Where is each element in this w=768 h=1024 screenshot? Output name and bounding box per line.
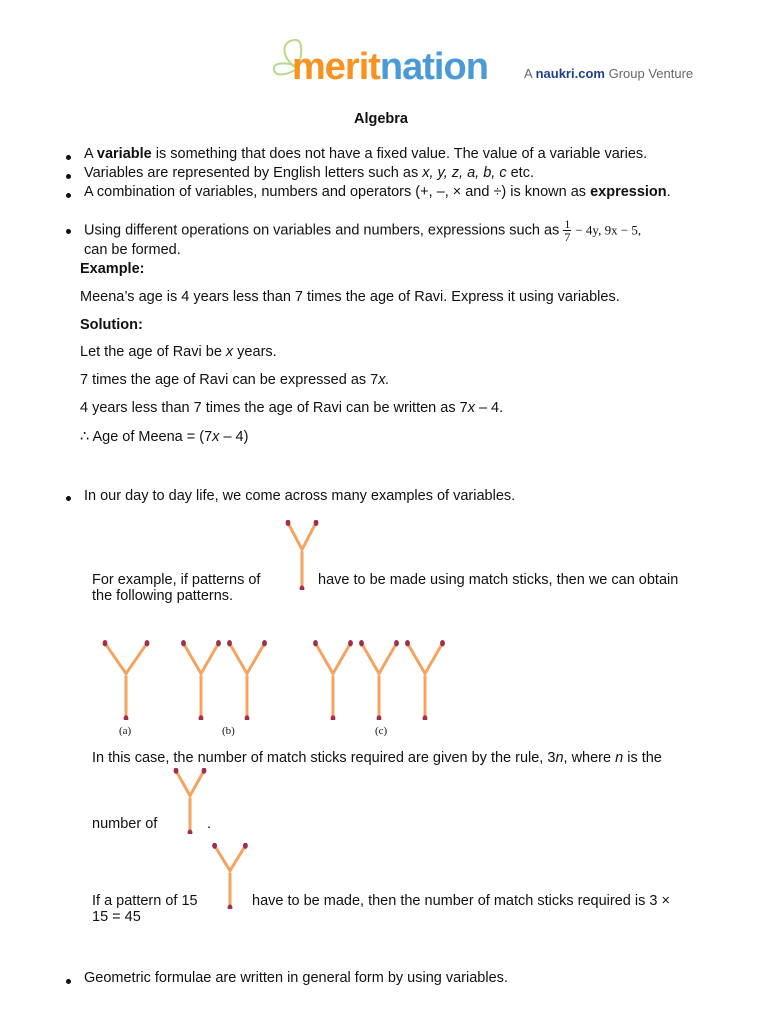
number-of-dot: .: [207, 816, 212, 832]
bullet-variables-letters: [84, 165, 534, 182]
matchstick: [126, 643, 147, 673]
matchstick-head: [103, 640, 108, 646]
logo: [268, 38, 728, 94]
b4-line2: can be formed.: [84, 242, 181, 258]
pattern-c: [308, 640, 458, 720]
matchstick: [201, 643, 219, 673]
matchstick-y-inline-3: [208, 843, 252, 909]
matchstick: [190, 771, 204, 796]
matchstick-y: [354, 640, 404, 720]
matchstick-head: [227, 640, 232, 646]
matchstick: [302, 523, 316, 550]
matchstick: [379, 643, 397, 673]
fraction-one-seventh: [563, 218, 571, 243]
b4-expr: − 4y, 9x − 5,: [575, 222, 642, 238]
rule-var: n: [555, 750, 564, 766]
matchstick-head: [181, 640, 186, 646]
matchstick-head: [216, 640, 221, 646]
s4-var: x: [212, 429, 220, 445]
matchstick-head: [262, 640, 267, 646]
pattern-label-b: (b): [222, 725, 235, 737]
for-example-line2: the following patterns.: [92, 588, 234, 604]
b3-post: .: [666, 184, 671, 200]
matchstick: [230, 846, 245, 871]
matchstick-head: [228, 904, 233, 909]
s3-var: x: [467, 400, 475, 416]
matchstick: [176, 771, 190, 796]
frac-den: 7: [564, 230, 571, 244]
matchstick-head: [394, 640, 399, 646]
s2-pre: 7 times the age of Ravi can be expressed as 7: [80, 372, 379, 388]
pattern-label-a: (a): [119, 725, 132, 737]
rule-var2: n: [615, 750, 624, 766]
logo-brand: [292, 46, 488, 89]
matchstick: [230, 643, 248, 673]
matchstick-head: [313, 640, 318, 646]
matchstick-head: [124, 715, 129, 720]
matchstick-head: [300, 585, 305, 590]
matchstick-y-inline-1: [282, 520, 322, 590]
logo-tagline: [524, 66, 693, 81]
matchstick-y: [400, 640, 450, 720]
for-example-pre: For example, if patterns of: [92, 572, 261, 588]
s3-post: – 4.: [474, 400, 504, 416]
matchstick-y-icon: [176, 640, 226, 720]
tag-prefix: A: [524, 66, 532, 81]
matchstick-y-icon: [170, 768, 210, 834]
s2-var: x.: [378, 372, 390, 388]
b1-bold: variable: [96, 146, 152, 162]
matchstick: [333, 643, 351, 673]
solution-step-1: [80, 344, 277, 361]
matchstick: [184, 643, 202, 673]
matchstick-y-inline-2: [170, 768, 210, 834]
bullet-dot: [66, 496, 71, 501]
frac-num: 1: [564, 217, 571, 231]
matchstick-y-icon: [208, 843, 252, 909]
solution-step-4: [80, 429, 248, 446]
bullet-dot: [66, 174, 71, 179]
matchstick: [362, 643, 380, 673]
matchstick: [288, 523, 302, 550]
s1-pre: Let the age of Ravi be: [80, 344, 226, 360]
matchstick-y-icon: [96, 640, 156, 720]
pattern-a: [96, 640, 156, 720]
matchstick-head: [199, 715, 204, 720]
matchstick-y: [308, 640, 358, 720]
example-label: Example:: [80, 261, 145, 277]
s1-var: x: [225, 344, 234, 360]
logo-merit: merit: [292, 46, 380, 88]
b3-bold: expression: [590, 184, 667, 200]
b2-pre: Variables are represented by English letters such as: [84, 165, 423, 181]
tag-com: .com: [574, 66, 605, 81]
matchstick-y-icon: [282, 520, 322, 590]
for-example-post: have to be made using match sticks, then we can obtain: [318, 572, 679, 588]
bullet-dot: [66, 229, 71, 234]
matchstick-y: [222, 640, 272, 720]
solution-step-3: [80, 400, 503, 417]
b2-vars: x, y, z, a, b, c: [422, 165, 507, 181]
solution-label: Solution:: [80, 317, 143, 333]
pattern-15-line2: 15 = 45: [92, 909, 141, 925]
matchstick: [247, 643, 265, 673]
bullet-dot: [66, 193, 71, 198]
matchstick-head: [440, 640, 445, 646]
number-of: number of: [92, 816, 158, 832]
rule-post: is the: [623, 750, 662, 766]
bullet-expression-def: [84, 184, 671, 201]
pattern-15-pre: If a pattern of 15: [92, 893, 198, 909]
b1-pre: A: [84, 146, 97, 162]
matchstick: [215, 846, 230, 871]
page-title: Algebra: [354, 111, 408, 127]
matchstick: [408, 643, 426, 673]
matchstick-head: [188, 829, 193, 834]
matchstick: [425, 643, 443, 673]
matchstick-y: [96, 640, 156, 720]
pattern-15-post: have to be made, then the number of match sticks required is 3 ×: [252, 893, 670, 909]
matchstick-head: [377, 715, 382, 720]
matchstick-y: [176, 640, 226, 720]
matchstick-head: [245, 715, 250, 720]
example-text: Meena’s age is 4 years less than 7 times the age of Ravi. Express it using variables.: [80, 289, 620, 305]
rule-mid: , where: [563, 750, 616, 766]
matchstick: [105, 643, 126, 673]
tag-suffix: Group Venture: [608, 66, 694, 81]
s3-pre: 4 years less than 7 times the age of Ravi can be written as 7: [80, 400, 468, 416]
matchstick-y-icon: [400, 640, 450, 720]
matchstick-head: [331, 715, 336, 720]
s4-pre: ∴ Age of Meena = (7: [80, 429, 213, 445]
bullet-operations: [84, 218, 641, 243]
matchstick-head: [359, 640, 364, 646]
solution-step-2: [80, 372, 390, 389]
bullet-daily-life: In our day to day life, we come across many examples of variables.: [84, 488, 516, 504]
b2-post: etc.: [506, 165, 534, 181]
bullet-dot: [66, 979, 71, 984]
matchstick-y-icon: [308, 640, 358, 720]
logo-nation: nation: [379, 46, 488, 88]
s4-post: – 4): [219, 429, 249, 445]
bullet-dot: [66, 155, 71, 160]
matchstick-head: [405, 640, 410, 646]
matchstick-head: [348, 640, 353, 646]
rule-pre: In this case, the number of match sticks required are given by the rule, 3: [92, 750, 556, 766]
pattern-label-c: (c): [375, 725, 388, 737]
pattern-b: [176, 640, 276, 720]
matchstick-head: [423, 715, 428, 720]
s1-post: years.: [233, 344, 277, 360]
matchstick-y-icon: [354, 640, 404, 720]
matchstick-y-icon: [222, 640, 272, 720]
bullet-variable-def: [84, 146, 647, 163]
b1-post: is something that does not have a fixed value. The value of a variable varies.: [151, 146, 648, 162]
rule-text: [92, 750, 662, 767]
b4-pre: Using different operations on variables and numbers, expressions such as: [84, 222, 560, 239]
tag-naukri: naukri: [535, 66, 575, 81]
bullet-geometric: Geometric formulae are written in general form by using variables.: [84, 970, 508, 986]
matchstick-head: [145, 640, 150, 646]
b3-pre: A combination of variables, numbers and operators (+, –, × and ÷) is known as: [84, 184, 591, 200]
matchstick: [316, 643, 334, 673]
